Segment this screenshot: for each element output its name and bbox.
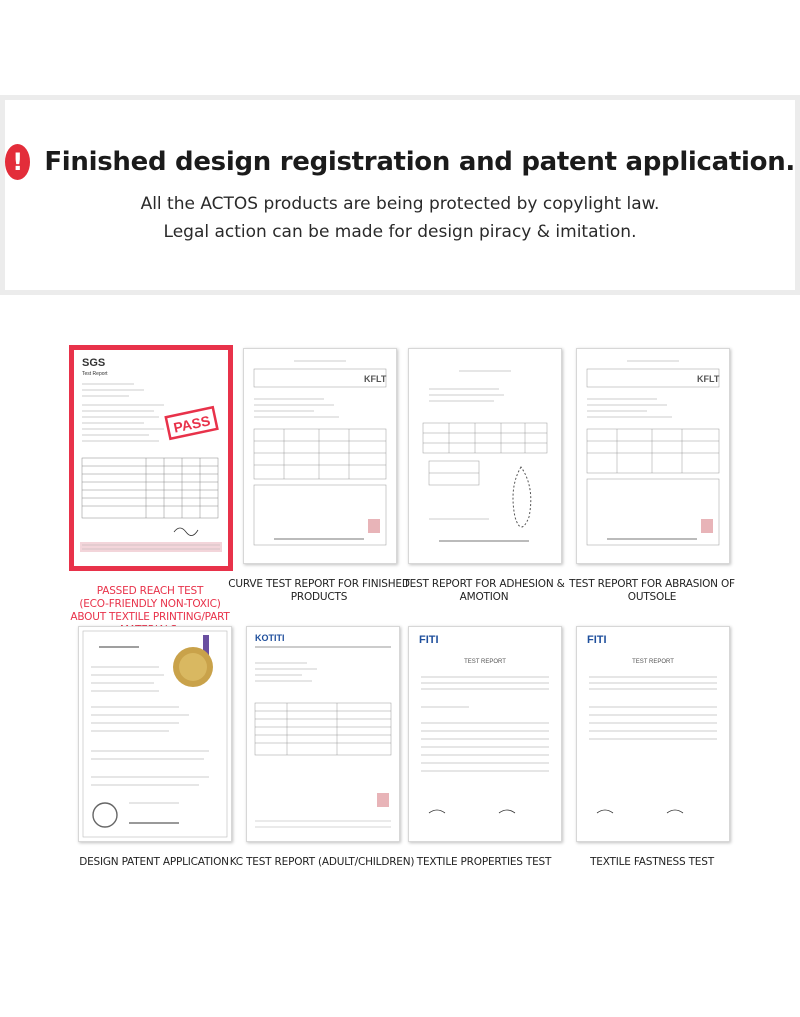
kotiti-logo: KOTITI — [255, 633, 285, 643]
certificate-textile-fastness[interactable] — [576, 626, 728, 869]
svg-text:TEST REPORT: TEST REPORT — [632, 659, 674, 665]
fiti-logo: FITI — [419, 634, 439, 646]
sgs-logo-text: SGS — [82, 357, 106, 369]
curve-report-thumbnail — [243, 348, 397, 564]
certificate-design-patent[interactable] — [78, 626, 230, 869]
pass-stamp: PASS — [171, 412, 212, 436]
svg-text:Test Report: Test Report — [82, 371, 108, 377]
notice-title: Finished design registration and patent application. — [44, 147, 795, 177]
kc-report-thumbnail — [246, 626, 400, 842]
abrasion-report-thumbnail — [576, 348, 730, 564]
fiti-logo: FITI — [587, 634, 607, 646]
certificate-textile-properties[interactable] — [408, 626, 560, 869]
textile-fastness-thumbnail — [576, 626, 730, 842]
caption-design-patent: DESIGN PATENT APPLICATION — [79, 856, 229, 868]
sgs-report-thumbnail — [69, 345, 233, 571]
caption-textile-fastness: TEXTILE FASTNESS TEST — [590, 856, 714, 868]
notice-line-2: Legal action can be made for design piracy & imitation. — [163, 222, 637, 242]
exclamation-icon: ! — [5, 144, 30, 180]
certificate-abrasion-test[interactable] — [569, 348, 735, 604]
caption-reach-test: PASSED REACH TEST (ECO-FRIENDLY NON-TOXIC) ABOUT TEXTILE PRINTING/PART — [70, 585, 230, 623]
adhesion-report-thumbnail — [408, 348, 562, 564]
caption-curve-test: CURVE TEST REPORT FOR FINISHED PRODUCTS — [228, 578, 410, 603]
caption-textile-properties: TEXTILE PROPERTIES TEST — [416, 856, 552, 868]
certificate-kc-test[interactable] — [229, 626, 415, 869]
kflt-logo: KFLT — [364, 374, 387, 384]
textile-properties-thumbnail — [408, 626, 562, 842]
svg-text:TEST REPORT: TEST REPORT — [464, 659, 506, 665]
caption-kc-test: KC TEST REPORT (ADULT/CHILDREN) — [229, 856, 415, 868]
kflt-logo: KFLT — [697, 374, 720, 384]
notice-line-1: All the ACTOS products are being protected by copylight law. — [140, 194, 660, 214]
caption-abrasion-test: TEST REPORT FOR ABRASION OF OUTSOLE — [569, 578, 735, 603]
caption-adhesion-test: TEST REPORT FOR ADHESION & AMOTION — [403, 578, 565, 603]
design-patent-thumbnail — [78, 626, 232, 842]
certificate-reach-test[interactable] — [70, 348, 230, 637]
certificate-adhesion-test[interactable] — [403, 348, 565, 604]
certificate-curve-test[interactable] — [228, 348, 410, 604]
